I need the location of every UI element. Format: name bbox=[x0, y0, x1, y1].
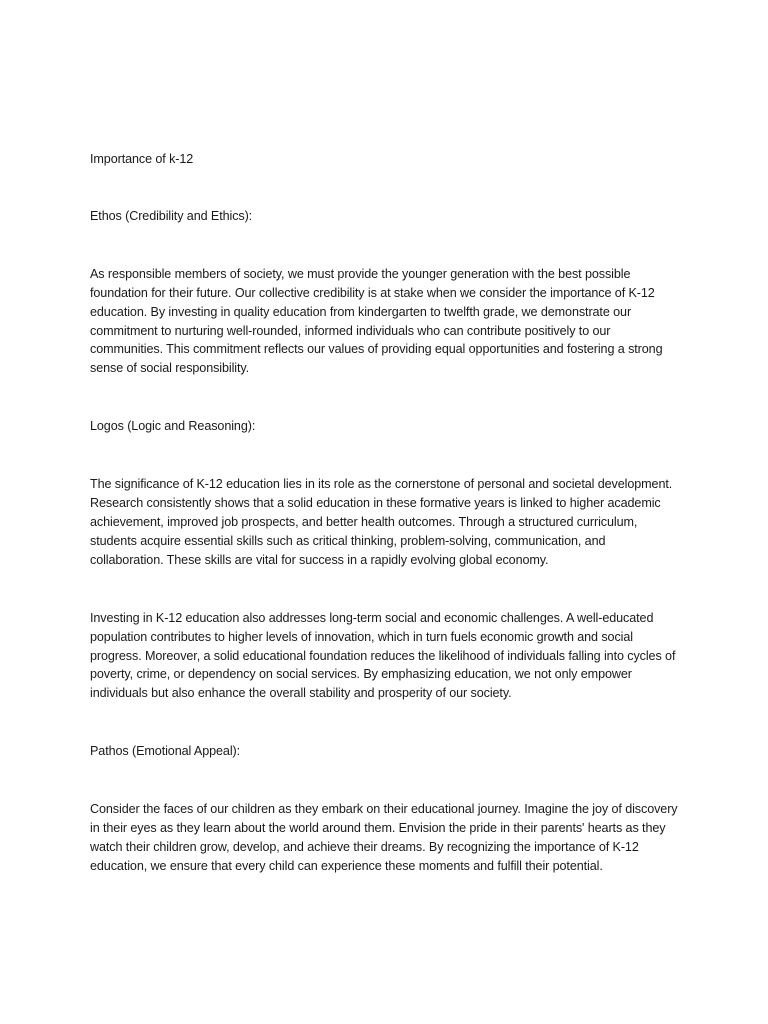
document-title: Importance of k-12 bbox=[90, 152, 194, 166]
section-heading-logos: Logos (Logic and Reasoning): bbox=[90, 419, 256, 434]
section-heading-ethos: Ethos (Credibility and Ethics): bbox=[90, 208, 253, 223]
section-heading-pathos: Pathos (Emotional Appeal): bbox=[90, 744, 241, 759]
paragraph-logos-2: Investing in K-12 education also addresses long-term social and economic challenges. A well-educated population contributes to higher levels of innovation, which in turn fuels economic growth and social progress. Moreover, a solid educational foundation reduces the likelihood of individuals falling into cycles of poverty, crime, or dependency on social services. By emphasizing education, we not only empower individuals but also enhance the overall stability and prosperity of our society. bbox=[90, 610, 676, 701]
paragraph-logos-1: The significance of K-12 education lies in its role as the cornerstone of personal and societal development. Research consistently shows that a solid education in these formative years is linked to higher academic achievement, improved job prospects, and better health outcomes. Through a structured curriculum, students acquire essential skills such as critical thinking, problem-solving, communication, and collaboration. These skills are vital for success in a rapidly evolving global economy. bbox=[90, 477, 673, 567]
paragraph-ethos: As responsible members of society, we must provide the younger generation with the best possible foundation for their future. Our collective credibility is at stake when we consider the importance of K-12 education. By investing in quality education from kindergarten to twelfth grade, we demonstrate our commitment to nurturing well-rounded, informed individuals who can contribute positively to our communities. This commitment reflects our values of providing equal opportunities and fostering a strong sense of social responsibility. bbox=[90, 266, 663, 376]
paragraph-pathos: Consider the faces of our children as they embark on their educational journey. Imagine the joy of discovery in their eyes as they learn about the world around them. Envision the pride in their parents' hearts as they watch their children grow, develop, and achieve their dreams. By recognizing the importance of K-12 education, we ensure that every child can experience these moments and fulfill their potential. bbox=[90, 802, 678, 873]
document-body bbox=[90, 150, 682, 876]
